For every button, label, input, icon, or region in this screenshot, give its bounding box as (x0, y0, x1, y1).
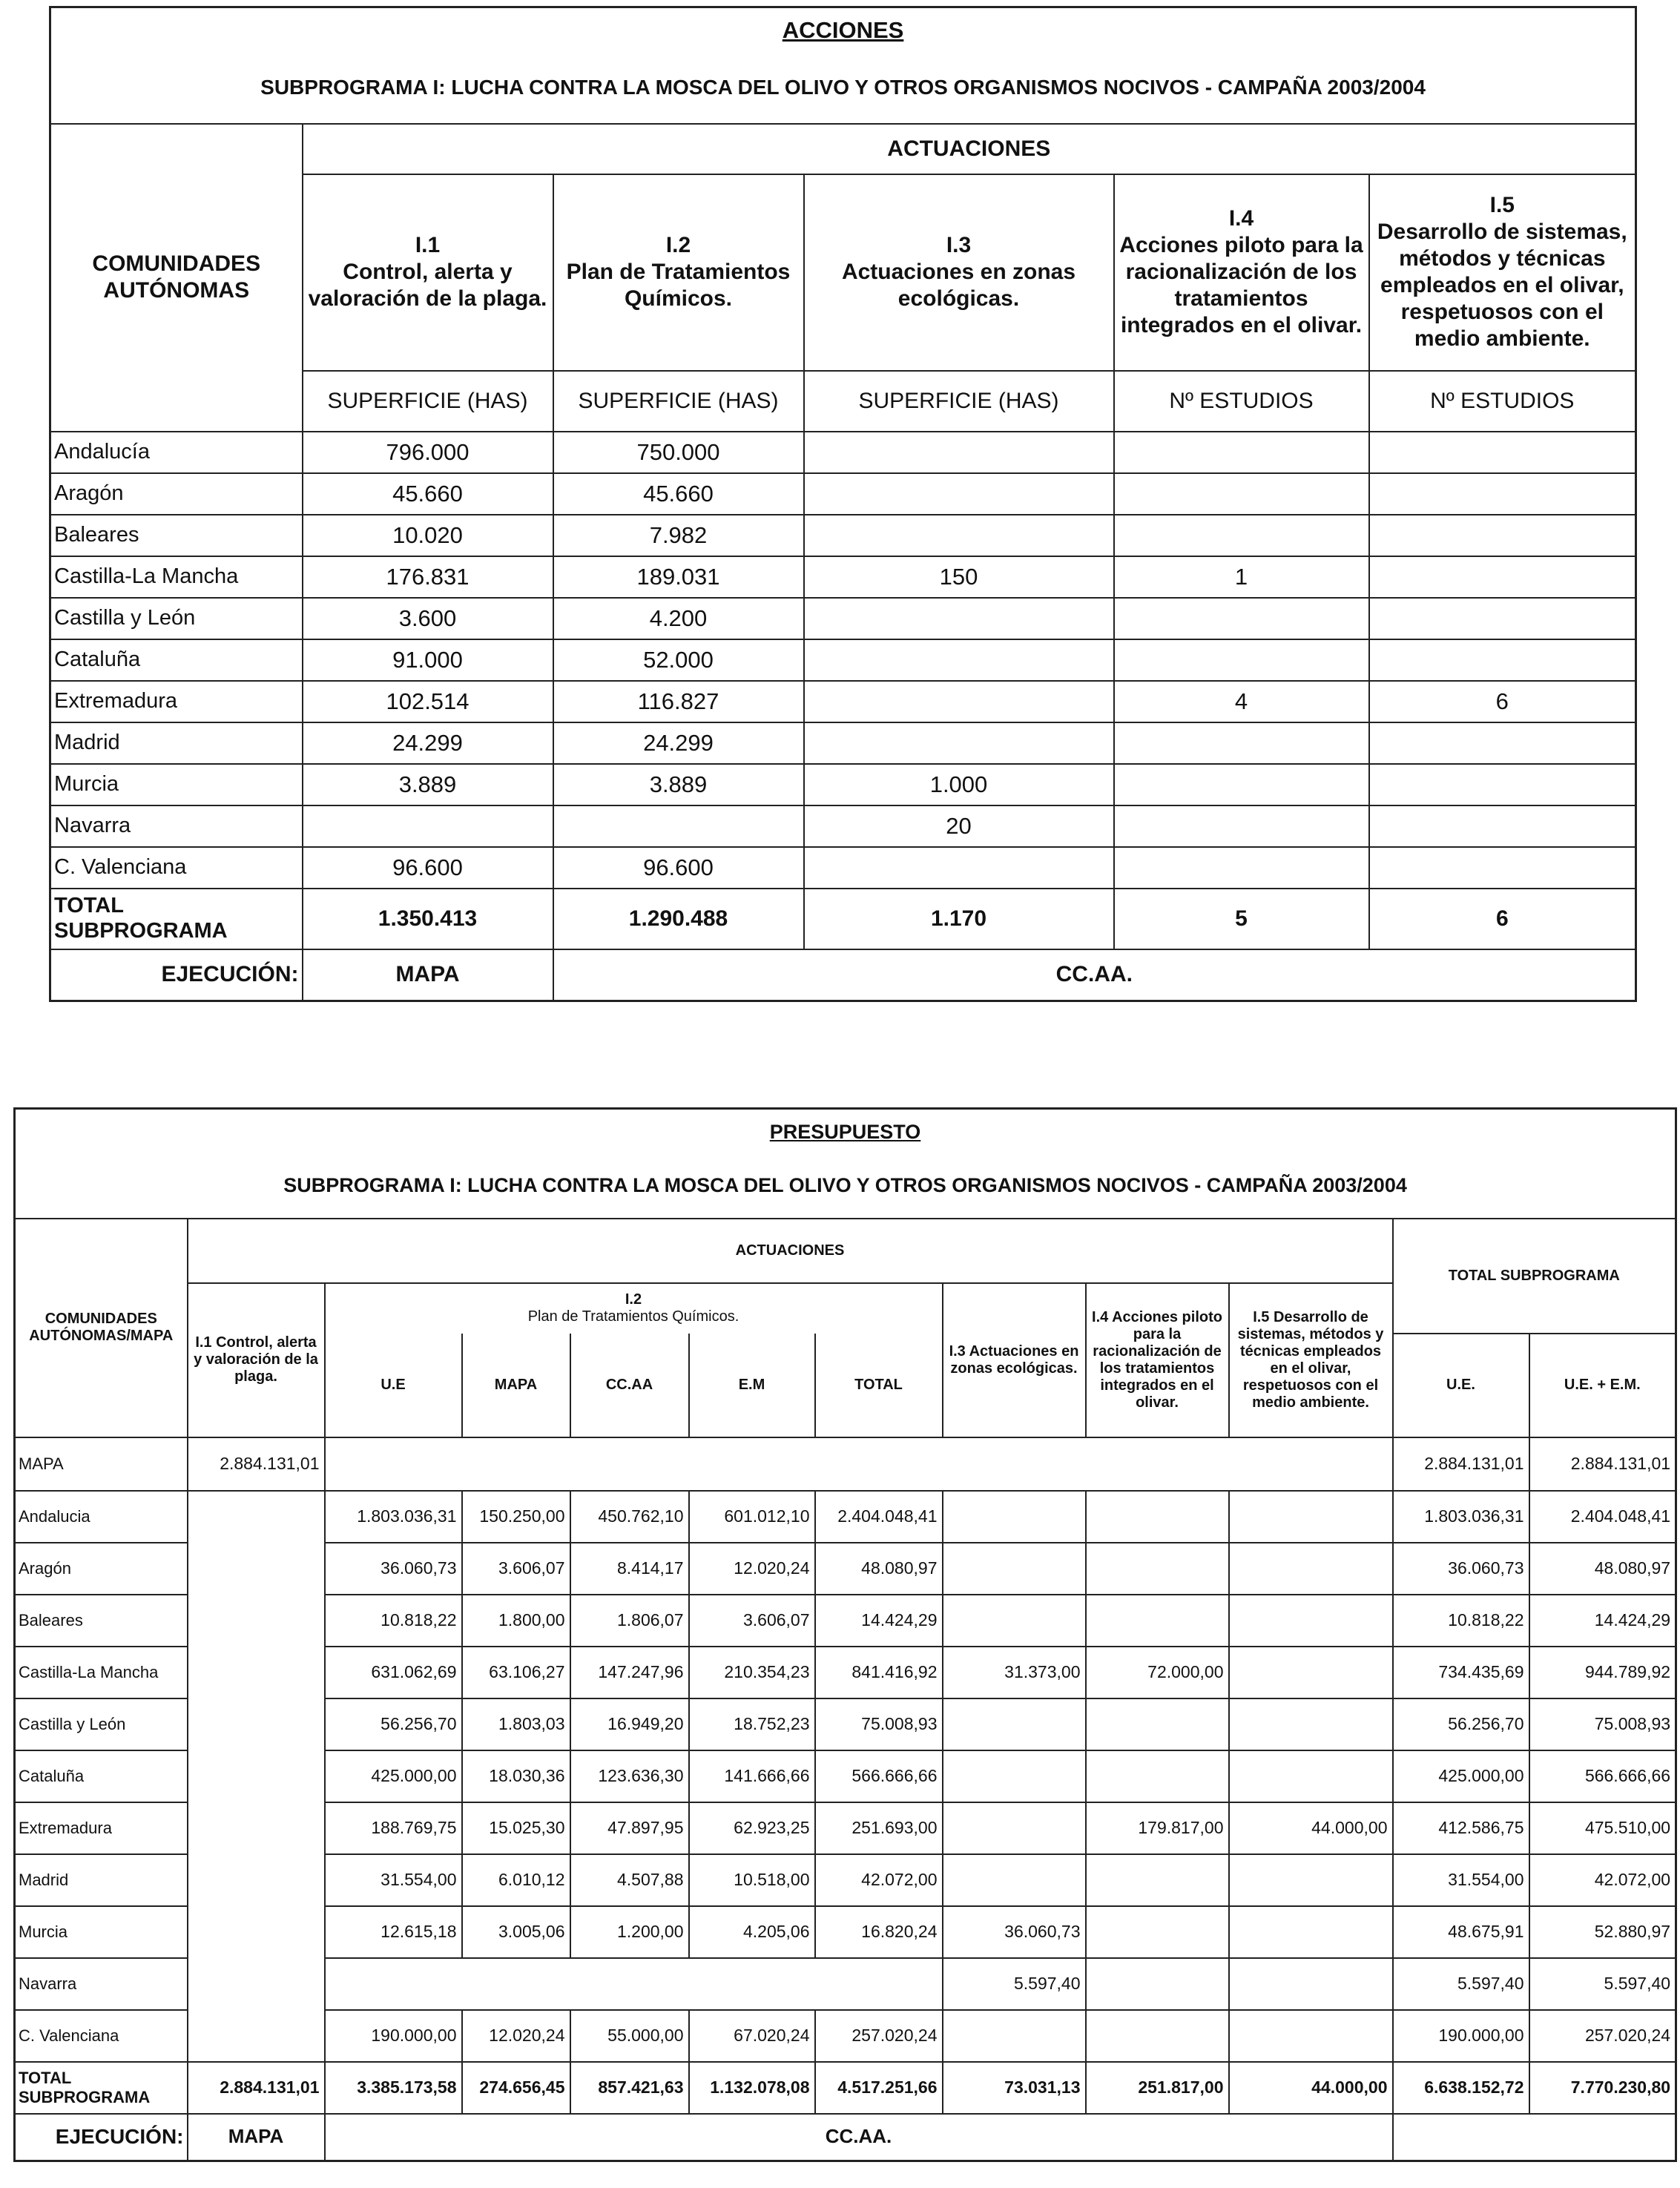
value-cell: 24.299 (303, 722, 553, 764)
presupuesto-heading: PRESUPUESTO (15, 1109, 1676, 1155)
presupuesto-subtitle: SUBPROGRAMA I: LUCHA CONTRA LA MOSCA DEL OLIVO Y OTROS ORGANISMOS NOCIVOS - CAMPAÑA 2003/2004 (15, 1155, 1676, 1219)
value-cell (1086, 1491, 1229, 1543)
value-cell: 45.660 (303, 473, 553, 515)
table-row (50, 681, 1636, 722)
table-row (50, 473, 1636, 515)
value-cell: 601.012,10 (689, 1491, 815, 1543)
region-label: Baleares (50, 515, 303, 556)
value-cell (1114, 639, 1369, 681)
col-i5-unit: Nº ESTUDIOS (1369, 371, 1636, 432)
value-cell: 4.507,88 (570, 1854, 689, 1906)
value-cell: 44.000,00 (1229, 1802, 1393, 1854)
total-cell: 857.421,63 (570, 2062, 689, 2114)
value-cell: 425.000,00 (325, 1750, 462, 1802)
value-cell: 251.693,00 (815, 1802, 943, 1854)
value-cell (1086, 1958, 1229, 2010)
value-cell: 96.600 (553, 847, 804, 889)
value-cell (1086, 2010, 1229, 2062)
value-cell: 3.606,07 (462, 1543, 570, 1595)
value-cell (804, 681, 1114, 722)
value-cell: 944.789,92 (1529, 1647, 1676, 1698)
value-cell (1369, 805, 1636, 847)
value-cell: 14.424,29 (815, 1595, 943, 1647)
value-cell: 7.982 (553, 515, 804, 556)
value-cell: 3.606,07 (689, 1595, 815, 1647)
total-row-label: TOTAL SUBPROGRAMA (15, 2062, 188, 2114)
value-cell: 1.200,00 (570, 1906, 689, 1958)
value-cell: 48.080,97 (1529, 1543, 1676, 1595)
value-cell: 4.205,06 (689, 1906, 815, 1958)
value-cell: 96.600 (303, 847, 553, 889)
value-cell: 1.000 (804, 764, 1114, 805)
value-cell: 1.803.036,31 (1393, 1491, 1529, 1543)
mapa-row-i1: 2.884.131,01 (188, 1437, 325, 1491)
col-i5-header: I.5 Desarrollo de sistemas, métodos y técnicas empleados en el olivar, respetuosos con el medio ambiente. (1369, 174, 1636, 371)
value-cell: 6 (1369, 681, 1636, 722)
value-cell (1114, 722, 1369, 764)
value-cell (1369, 639, 1636, 681)
value-cell: 190.000,00 (325, 2010, 462, 2062)
mapa-row-ueem: 2.884.131,01 (1529, 1437, 1676, 1491)
value-cell: 91.000 (303, 639, 553, 681)
col-i3-header: I.3 Actuaciones en zonas ecológicas. (943, 1283, 1086, 1437)
value-cell: 150.250,00 (462, 1491, 570, 1543)
value-cell: 4 (1114, 681, 1369, 722)
region-label: Castilla-La Mancha (15, 1647, 188, 1698)
col-i4-unit: Nº ESTUDIOS (1114, 371, 1369, 432)
value-cell (1369, 432, 1636, 473)
value-cell (303, 805, 553, 847)
value-cell (1229, 1595, 1393, 1647)
value-cell: 31.373,00 (943, 1647, 1086, 1698)
total-cell: 1.290.488 (553, 889, 804, 949)
value-cell (553, 805, 804, 847)
value-cell: 31.554,00 (1393, 1854, 1529, 1906)
value-cell (1086, 1854, 1229, 1906)
value-cell: 24.299 (553, 722, 804, 764)
mapa-row-label: MAPA (15, 1437, 188, 1491)
value-cell: 12.020,24 (689, 1543, 815, 1595)
total-cell: 2.884.131,01 (188, 2062, 325, 2114)
value-cell (1114, 432, 1369, 473)
table-row (50, 639, 1636, 681)
value-cell: 5.597,40 (1529, 1958, 1676, 2010)
actuaciones-header: ACTUACIONES (188, 1219, 1393, 1283)
table-row (50, 556, 1636, 598)
actuaciones-header: ACTUACIONES (303, 124, 1636, 174)
col-total-ue: U.E. (1393, 1334, 1529, 1437)
value-cell: 257.020,24 (1529, 2010, 1676, 2062)
value-cell (1369, 764, 1636, 805)
col-i2-mapa: MAPA (462, 1334, 570, 1437)
value-cell: 12.615,18 (325, 1906, 462, 1958)
region-label: Extremadura (50, 681, 303, 722)
value-cell: 15.025,30 (462, 1802, 570, 1854)
region-label: Murcia (50, 764, 303, 805)
ejecucion-mapa: MAPA (303, 949, 553, 1001)
region-label: Cataluña (15, 1750, 188, 1802)
value-cell: 12.020,24 (462, 2010, 570, 2062)
region-label: C. Valenciana (15, 2010, 188, 2062)
col-i4-header: I.4 Acciones piloto para la racionalización de los tratamientos integrados en el olivar. (1114, 174, 1369, 371)
value-cell: 566.666,66 (1529, 1750, 1676, 1802)
acciones-subtitle: SUBPROGRAMA I: LUCHA CONTRA LA MOSCA DEL OLIVO Y OTROS ORGANISMOS NOCIVOS - CAMPAÑA 2003/2004 (50, 52, 1636, 124)
value-cell: 188.769,75 (325, 1802, 462, 1854)
value-cell (1114, 847, 1369, 889)
value-cell: 6.010,12 (462, 1854, 570, 1906)
value-cell: 20 (804, 805, 1114, 847)
value-cell: 56.256,70 (325, 1698, 462, 1750)
value-cell: 5.597,40 (943, 1958, 1086, 2010)
value-cell (804, 598, 1114, 639)
acciones-heading: ACCIONES (50, 7, 1636, 52)
value-cell (1086, 1595, 1229, 1647)
col-i2-header: I.2 Plan de Tratamientos Químicos. (325, 1283, 943, 1334)
value-cell (1086, 1750, 1229, 1802)
value-cell (1229, 1906, 1393, 1958)
value-cell: 75.008,93 (1529, 1698, 1676, 1750)
value-cell (1229, 2010, 1393, 2062)
value-cell: 147.247,96 (570, 1647, 689, 1698)
region-column-header: COMUNIDADES AUTÓNOMAS (50, 124, 303, 432)
total-cell: 5 (1114, 889, 1369, 949)
region-label: Aragón (50, 473, 303, 515)
acciones-body (50, 432, 1636, 889)
value-cell (1229, 1698, 1393, 1750)
value-cell: 47.897,95 (570, 1802, 689, 1854)
region-label: Castilla-La Mancha (50, 556, 303, 598)
total-cell: 274.656,45 (462, 2062, 570, 2114)
value-cell: 10.818,22 (325, 1595, 462, 1647)
region-label: C. Valenciana (50, 847, 303, 889)
presupuesto-table (13, 1107, 1677, 2162)
value-cell: 16.820,24 (815, 1906, 943, 1958)
value-cell (943, 1802, 1086, 1854)
value-cell: 5.597,40 (1393, 1958, 1529, 2010)
value-cell (1369, 473, 1636, 515)
value-cell: 179.817,00 (1086, 1802, 1229, 1854)
value-cell: 102.514 (303, 681, 553, 722)
acciones-table (49, 6, 1637, 1002)
value-cell: 631.062,69 (325, 1647, 462, 1698)
col-i2-em: E.M (689, 1334, 815, 1437)
region-label: Extremadura (15, 1802, 188, 1854)
region-label: Andalucía (50, 432, 303, 473)
region-label: Andalucia (15, 1491, 188, 1543)
value-cell: 1.806,07 (570, 1595, 689, 1647)
value-cell: 3.600 (303, 598, 553, 639)
table-row (50, 764, 1636, 805)
value-cell: 48.080,97 (815, 1543, 943, 1595)
value-cell: 2.404.048,41 (1529, 1491, 1676, 1543)
ejecucion-label: EJECUCIÓN: (15, 2114, 188, 2161)
value-cell: 10.818,22 (1393, 1595, 1529, 1647)
value-cell: 150 (804, 556, 1114, 598)
value-cell: 1.803,03 (462, 1698, 570, 1750)
value-cell (1369, 515, 1636, 556)
region-label: Navarra (50, 805, 303, 847)
total-cell: 1.132.078,08 (689, 2062, 815, 2114)
value-cell (1114, 764, 1369, 805)
value-cell: 841.416,92 (815, 1647, 943, 1698)
col-i4-header: I.4 Acciones piloto para la racionalización de los tratamientos integrados en el olivar. (1086, 1283, 1229, 1437)
col-i3-header: I.3 Actuaciones en zonas ecológicas. (804, 174, 1114, 371)
value-cell: 189.031 (553, 556, 804, 598)
col-i3-unit: SUPERFICIE (HAS) (804, 371, 1114, 432)
table-row (50, 515, 1636, 556)
region-label: Castilla y León (50, 598, 303, 639)
col-i2-header: I.2 Plan de Tratamientos Químicos. (553, 174, 804, 371)
presupuesto-body (15, 1491, 1676, 2062)
ejecucion-ccaa: CC.AA. (325, 2114, 1393, 2161)
total-cell: 44.000,00 (1229, 2062, 1393, 2114)
value-cell (804, 847, 1114, 889)
value-cell: 176.831 (303, 556, 553, 598)
col-total-ueem: U.E. + E.M. (1529, 1334, 1676, 1437)
mapa-row-ue: 2.884.131,01 (1393, 1437, 1529, 1491)
value-cell: 3.889 (553, 764, 804, 805)
col-i1-header: I.1 Control, alerta y valoración de la plaga. (303, 174, 553, 371)
value-cell (1114, 515, 1369, 556)
value-cell: 10.020 (303, 515, 553, 556)
value-cell: 734.435,69 (1393, 1647, 1529, 1698)
value-cell: 1.800,00 (462, 1595, 570, 1647)
total-cell: 6.638.152,72 (1393, 2062, 1529, 2114)
region-label: Baleares (15, 1595, 188, 1647)
value-cell: 36.060,73 (1393, 1543, 1529, 1595)
value-cell (1086, 1698, 1229, 1750)
value-cell: 18.752,23 (689, 1698, 815, 1750)
i2-blank-cell (325, 1958, 943, 2010)
value-cell: 750.000 (553, 432, 804, 473)
value-cell (943, 2010, 1086, 2062)
region-label: Madrid (15, 1854, 188, 1906)
value-cell (804, 473, 1114, 515)
value-cell (804, 515, 1114, 556)
total-row-label: TOTAL SUBPROGRAMA (50, 889, 303, 949)
value-cell (943, 1595, 1086, 1647)
value-cell: 63.106,27 (462, 1647, 570, 1698)
value-cell: 210.354,23 (689, 1647, 815, 1698)
col-i2-total: TOTAL (815, 1334, 943, 1437)
value-cell: 123.636,30 (570, 1750, 689, 1802)
total-cell: 6 (1369, 889, 1636, 949)
ejecucion-ccaa: CC.AA. (553, 949, 1636, 1001)
value-cell: 3.005,06 (462, 1906, 570, 1958)
value-cell: 257.020,24 (815, 2010, 943, 2062)
value-cell (1114, 598, 1369, 639)
value-cell: 190.000,00 (1393, 2010, 1529, 2062)
value-cell: 3.889 (303, 764, 553, 805)
value-cell: 56.256,70 (1393, 1698, 1529, 1750)
table-row (50, 722, 1636, 764)
value-cell: 52.000 (553, 639, 804, 681)
value-cell (1369, 556, 1636, 598)
table-row (50, 805, 1636, 847)
value-cell (1114, 473, 1369, 515)
value-cell (804, 639, 1114, 681)
value-cell (943, 1543, 1086, 1595)
total-cell: 4.517.251,66 (815, 2062, 943, 2114)
value-cell (1369, 847, 1636, 889)
value-cell (1114, 805, 1369, 847)
total-cell: 3.385.173,58 (325, 2062, 462, 2114)
i1-blank-cell (188, 1491, 325, 2062)
value-cell: 2.404.048,41 (815, 1491, 943, 1543)
region-label: Navarra (15, 1958, 188, 2010)
value-cell: 36.060,73 (943, 1906, 1086, 1958)
value-cell: 425.000,00 (1393, 1750, 1529, 1802)
value-cell: 42.072,00 (1529, 1854, 1676, 1906)
value-cell (1086, 1906, 1229, 1958)
value-cell: 566.666,66 (815, 1750, 943, 1802)
col-i1-unit: SUPERFICIE (HAS) (303, 371, 553, 432)
table-row (50, 598, 1636, 639)
value-cell: 16.949,20 (570, 1698, 689, 1750)
total-cell: 251.817,00 (1086, 2062, 1229, 2114)
region-label: Aragón (15, 1543, 188, 1595)
total-cell: 1.170 (804, 889, 1114, 949)
value-cell: 1.803.036,31 (325, 1491, 462, 1543)
total-subprograma-header: TOTAL SUBPROGRAMA (1393, 1219, 1676, 1334)
value-cell (1369, 722, 1636, 764)
value-cell: 14.424,29 (1529, 1595, 1676, 1647)
col-i2-ccaa: CC.AA (570, 1334, 689, 1437)
table-row (50, 847, 1636, 889)
value-cell: 116.827 (553, 681, 804, 722)
ejecucion-label: EJECUCIÓN: (50, 949, 303, 1001)
value-cell (1229, 1491, 1393, 1543)
value-cell: 31.554,00 (325, 1854, 462, 1906)
total-cell: 73.031,13 (943, 2062, 1086, 2114)
table-row (50, 432, 1636, 473)
value-cell (1229, 1647, 1393, 1698)
value-cell: 45.660 (553, 473, 804, 515)
total-cell: 7.770.230,80 (1529, 2062, 1676, 2114)
value-cell: 1 (1114, 556, 1369, 598)
value-cell: 10.518,00 (689, 1854, 815, 1906)
value-cell: 8.414,17 (570, 1543, 689, 1595)
col-i5-header: I.5 Desarrollo de sistemas, métodos y técnicas empleados en el olivar, respetuosos con el medio ambiente. (1229, 1283, 1393, 1437)
value-cell (1086, 1543, 1229, 1595)
total-cell: 1.350.413 (303, 889, 553, 949)
value-cell (1229, 1750, 1393, 1802)
col-i2-unit: SUPERFICIE (HAS) (553, 371, 804, 432)
value-cell: 141.666,66 (689, 1750, 815, 1802)
value-cell: 48.675,91 (1393, 1906, 1529, 1958)
region-label: Cataluña (50, 639, 303, 681)
value-cell: 42.072,00 (815, 1854, 943, 1906)
value-cell (804, 432, 1114, 473)
value-cell (804, 722, 1114, 764)
value-cell (1229, 1854, 1393, 1906)
value-cell: 796.000 (303, 432, 553, 473)
table-row (15, 1491, 1676, 1543)
value-cell: 52.880,97 (1529, 1906, 1676, 1958)
value-cell: 36.060,73 (325, 1543, 462, 1595)
col-i1-header: I.1 Control, alerta y valoración de la plaga. (188, 1283, 325, 1437)
value-cell: 4.200 (553, 598, 804, 639)
ejecucion-mapa: MAPA (188, 2114, 325, 2161)
value-cell: 67.020,24 (689, 2010, 815, 2062)
value-cell (943, 1750, 1086, 1802)
region-column-header: COMUNIDADES AUTÓNOMAS/MAPA (15, 1219, 188, 1437)
value-cell: 75.008,93 (815, 1698, 943, 1750)
value-cell (1229, 1958, 1393, 2010)
value-cell: 450.762,10 (570, 1491, 689, 1543)
region-label: Madrid (50, 722, 303, 764)
value-cell (943, 1854, 1086, 1906)
value-cell: 475.510,00 (1529, 1802, 1676, 1854)
value-cell (943, 1698, 1086, 1750)
value-cell (1369, 598, 1636, 639)
value-cell: 55.000,00 (570, 2010, 689, 2062)
col-i2-ue: U.E (325, 1334, 462, 1437)
value-cell: 62.923,25 (689, 1802, 815, 1854)
value-cell (1229, 1543, 1393, 1595)
value-cell: 72.000,00 (1086, 1647, 1229, 1698)
mapa-row-empty (325, 1437, 1393, 1491)
region-label: Murcia (15, 1906, 188, 1958)
value-cell: 412.586,75 (1393, 1802, 1529, 1854)
value-cell (943, 1491, 1086, 1543)
region-label: Castilla y León (15, 1698, 188, 1750)
ejecucion-blank (1393, 2114, 1676, 2161)
value-cell: 18.030,36 (462, 1750, 570, 1802)
